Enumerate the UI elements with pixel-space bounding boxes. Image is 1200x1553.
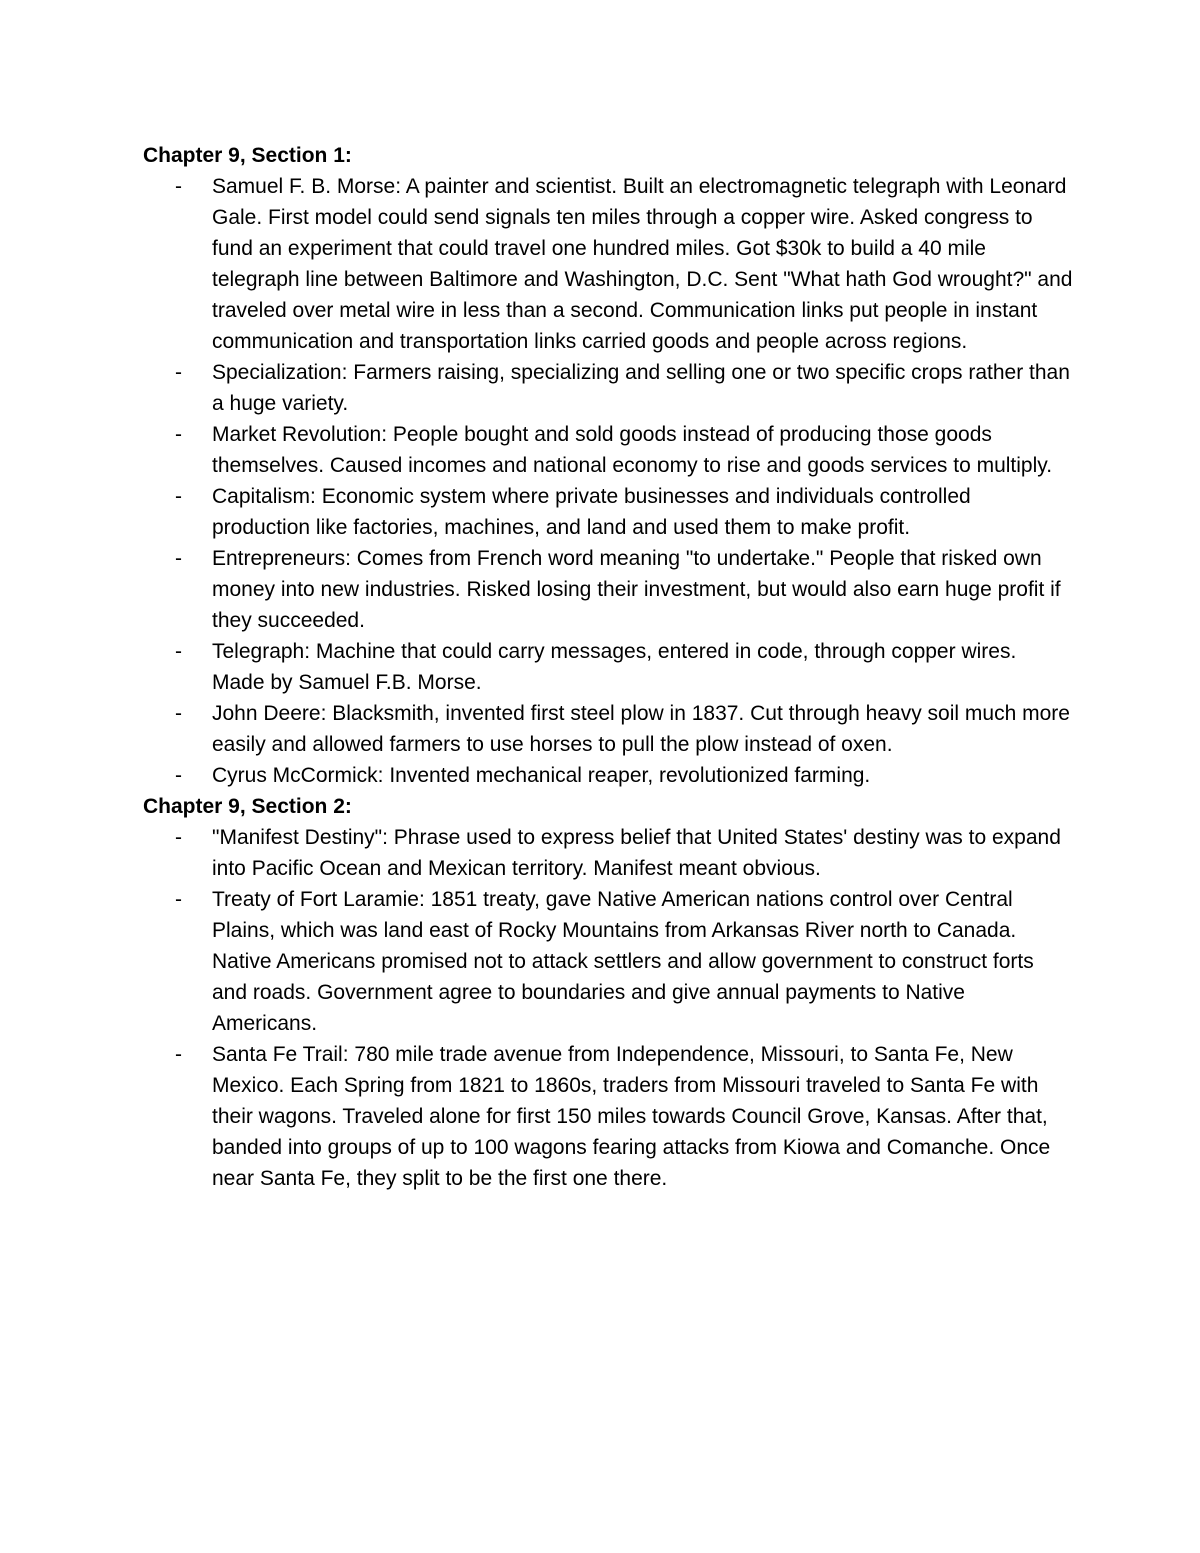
bullet-text: Market Revolution: People bought and sold goods instead of producing those goods themselves. Caused incomes and national economy to rise and goods services to multiply. (212, 423, 1053, 477)
bullet-item-santa-fe-trail (143, 1039, 1073, 1194)
bullet-item-entrepreneurs (143, 543, 1073, 636)
bullet-item-telegraph (143, 636, 1073, 698)
bullet-list (143, 822, 1073, 1194)
bullet-item-treaty-fort-laramie (143, 884, 1073, 1039)
bullet-dash: - (175, 702, 182, 725)
bullet-item-cyrus-mccormick (143, 760, 1073, 791)
bullet-text: Samuel F. B. Morse: A painter and scientist. Built an electromagnetic telegraph with Leonard Gale. First model could send signals ten miles through a copper wire. Asked congress to fund an experiment that could travel one hundred miles. Got $30k to build a 40 mile telegraph line between Baltimore and Washington, D.C. Sent "What hath God wrought?" and traveled over metal wire in less than a second. Communication links put people in instant communication and transportation links carried goods and people across regions. (212, 175, 1073, 353)
bullet-text: Specialization: Farmers raising, specializing and selling one or two specific crops rather than a huge variety. (212, 361, 1070, 415)
bullet-dash: - (175, 1043, 182, 1066)
bullet-text: John Deere: Blacksmith, invented first steel plow in 1837. Cut through heavy soil much more easily and allowed farmers to use horses to pull the plow instead of oxen. (212, 702, 1070, 756)
section-chapter-9-section-2 (143, 791, 1073, 1194)
bullet-text: Capitalism: Economic system where private businesses and individuals controlled production like factories, machines, and land and used them to make profit. (212, 485, 971, 539)
bullet-item-capitalism (143, 481, 1073, 543)
bullet-dash: - (175, 764, 182, 787)
section-chapter-9-section-1 (143, 140, 1073, 791)
bullet-text: "Manifest Destiny": Phrase used to express belief that United States' destiny was to expand into Pacific Ocean and Mexican territory. Manifest meant obvious. (212, 826, 1061, 880)
bullet-list (143, 171, 1073, 791)
bullet-dash: - (175, 361, 182, 384)
bullet-dash: - (175, 175, 182, 198)
bullet-dash: - (175, 485, 182, 508)
section-heading: Chapter 9, Section 2: (143, 795, 352, 818)
bullet-item-manifest-destiny (143, 822, 1073, 884)
bullet-item-john-deere (143, 698, 1073, 760)
bullet-item-samuel-morse (143, 171, 1073, 357)
bullet-text: Santa Fe Trail: 780 mile trade avenue from Independence, Missouri, to Santa Fe, New Mexico. Each Spring from 1821 to 1860s, traders from Missouri traveled to Santa Fe with their wagons. Traveled alone for first 150 miles towards Council Grove, Kansas. After that, banded into groups of up to 100 wagons fearing attacks from Kiowa and Comanche. Once near Santa Fe, they split to be the first one there. (212, 1043, 1051, 1190)
bullet-dash: - (175, 423, 182, 446)
bullet-dash: - (175, 826, 182, 849)
bullet-text: Entrepreneurs: Comes from French word meaning "to undertake." People that risked own money into new industries. Risked losing their investment, but would also earn huge profit if they succeeded. (212, 547, 1061, 632)
bullet-text: Treaty of Fort Laramie: 1851 treaty, gave Native American nations control over Central Plains, which was land east of Rocky Mountains from Arkansas River north to Canada. Native Americans promised not to attack settlers and allow government to construct forts and roads. Government agree to boundaries and give annual payments to Native Americans. (212, 888, 1034, 1035)
section-heading: Chapter 9, Section 1: (143, 144, 352, 167)
bullet-item-specialization (143, 357, 1073, 419)
bullet-dash: - (175, 888, 182, 911)
document-page (143, 140, 1073, 1194)
bullet-text: Cyrus McCormick: Invented mechanical reaper, revolutionized farming. (212, 764, 871, 787)
bullet-item-market-revolution (143, 419, 1073, 481)
bullet-dash: - (175, 547, 182, 570)
bullet-dash: - (175, 640, 182, 663)
bullet-text: Telegraph: Machine that could carry messages, entered in code, through copper wires. Made by Samuel F.B. Morse. (212, 640, 1017, 694)
